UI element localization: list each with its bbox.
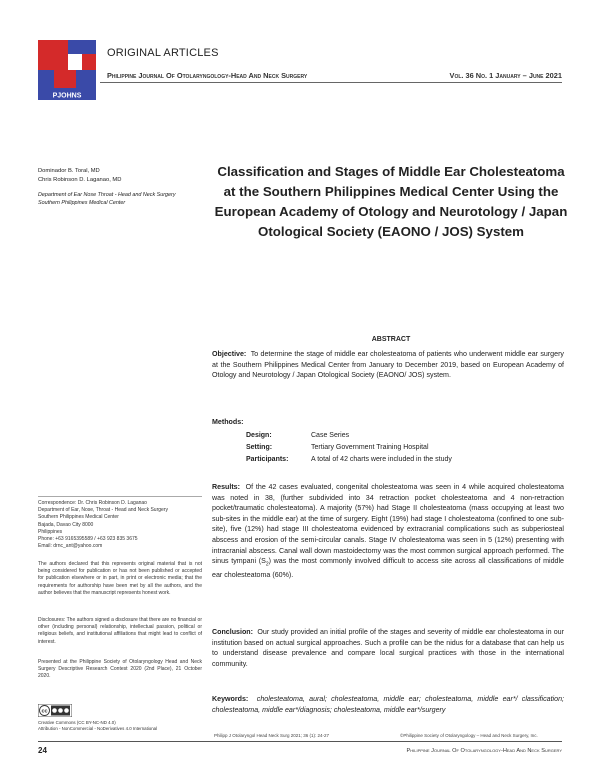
methods-key: Participants: — [246, 456, 289, 463]
results-paragraph — [212, 482, 564, 581]
creative-commons-badge — [38, 704, 72, 717]
keywords-paragraph — [212, 694, 564, 715]
license-line: Creative Commons (CC BY-NC-ND 4.0) — [38, 720, 116, 725]
keywords-label: Keywords: — [212, 695, 249, 703]
footer-journal-name: Philippine Journal Of Otolaryngology-Head And Neck Surgery — [406, 748, 562, 754]
author-list — [38, 167, 121, 184]
footer-copyright: ©Philippine Society of Otolaryngology – Head and Neck Surgery, Inc. — [400, 733, 538, 738]
results-subscript: 2 — [265, 561, 269, 568]
results-text: Of the 42 cases evaluated, congenital cholesteatoma was seen in 4 while acquired cholesteatoma was noted in 38, (further subdivided into 34 retraction pocket cholesteatoma and 4 non-retraction pocket/traumatic cholesteatoma). A majority (57%) had Stage II cholesteatoma (mass occupying at least two sub-sites in the middle ear) at the time of surgery. Eight (19%) had stage I cholesteatoma (confined to one sub-site), five (12%) had stage III cholesteatoma evidenced by extracranial complications such as subperiosteal abscess and erosion of the semi-circular canals. Stage IV cholesteatoma was seen in 5 (12%) presenting with intracranial abscess. Canal wall down mastoidectomy was the most common surgical approach performed. The sinus tympani (S — [212, 483, 564, 566]
journal-logo — [38, 40, 96, 100]
license-line: Attribution - NonCommercial - NoDerivatives 4.0 International — [38, 726, 158, 732]
objective-paragraph — [212, 349, 564, 381]
article-title: Classification and Stages of Middle Ear Cholesteatoma at the Southern Philippines Medical Center Using the European Academy of Otology and Neurotology / Japan Otological Society (EAONO / JOS) System — [214, 164, 568, 239]
keywords-text: cholesteatoma, aural; cholesteatoma, middle ear; cholesteatoma, middle ear*/ classification; cholesteatoma, middle ear*/diagnosis; cholesteatoma, middle ear*/surgery — [212, 695, 564, 714]
conclusion-label: Conclusion: — [212, 628, 253, 636]
methods-key: Design: — [246, 432, 272, 439]
results-text-end: ) was the most commonly involved difficult to access site across all classifications of middle ear cholesteatoma (60%). — [212, 557, 565, 580]
correspondence-line: Email: drnc_ant@yahoo.com — [38, 543, 103, 550]
page-number: 24 — [38, 746, 47, 755]
section-label: ORIGINAL ARTICLES — [107, 47, 219, 59]
header-divider — [100, 82, 562, 83]
conclusion-paragraph — [212, 627, 564, 669]
methods-value: Case Series — [311, 432, 350, 439]
correspondence-line: Correspondence: Dr. Chris Robinson D. Laganao — [38, 500, 147, 506]
correspondence-line: Philippines — [38, 528, 63, 535]
journal-name: Philippine Journal Of Otolaryngology-Head And Neck Surgery — [107, 71, 308, 80]
author-name: Dominador B. Toral, MD — [38, 168, 100, 174]
correspondence-line: Southern Philippines Medical Center — [38, 514, 119, 521]
methods-value: Tertiary Government Training Hospital — [311, 444, 429, 451]
correspondence-line: Bajada, Davao City 8000 — [38, 521, 94, 528]
affiliation-line: Southern Philippines Medical Center — [38, 200, 126, 206]
sidebar-divider — [38, 496, 202, 497]
correspondence-line: Department of Ear, Nose, Throat - Head and Neck Surgery — [38, 507, 168, 514]
methods-key: Setting: — [246, 444, 273, 451]
correspondence-block — [38, 500, 202, 550]
footer-divider — [38, 741, 562, 742]
conclusion-text: Our study provided an initial profile of the stages and severity of middle ear cholesteatoma in our institution based on actual surgical approaches. Such a profile can be the nidus for a database that can help us to understand disease prevalence and compare local surgical practices with those in the international community. — [212, 628, 564, 668]
methods-heading: Methods: — [212, 418, 244, 426]
disclosures-text: Disclosures: The authors signed a disclosure that there are no financial or other (including personal) relationship, intellectual passion, political or religious beliefs, and institutional affiliations that might lead to conflict of interest. — [38, 617, 202, 645]
objective-label: Objective: — [212, 350, 247, 358]
license-text — [38, 720, 157, 733]
results-label: Results: — [212, 483, 240, 491]
declaration-text: The authors declared that this represents original material that is not being considered for publication or has not been published or accepted for publication elsewhere or in part, in print or electronic media; that the requirements for authorship have been met by all the authors, and the author believes that the manuscript represents honest work. — [38, 561, 202, 596]
methods-value: A total of 42 charts were included in the study — [311, 456, 452, 463]
author-name: Chris Robinson D. Laganao, MD — [38, 176, 122, 183]
footer-citation: Philipp J Otolaryngol Head Neck Surg 2021; 36 (1): 24-27 — [214, 733, 330, 738]
journal-issue: Vol. 36 No. 1 January – June 2021 — [449, 71, 562, 80]
abstract-heading: ABSTRACT — [371, 336, 411, 343]
presented-text: Presented at the Philippine Society of Otolaryngology Head and Neck Surgery Descriptive Research Contest 2020 (2nd Place), 21 October 2020. — [38, 659, 202, 680]
correspondence-line: Phone: +63 9165395589 / +63 923 835 3675 — [38, 536, 138, 543]
affiliation-line: Department of Ear Nose Throat - Head and Neck Surgery — [38, 192, 176, 198]
author-affiliation — [38, 191, 176, 207]
cc-label: cc — [41, 708, 48, 715]
objective-text: To determine the stage of middle ear cholesteatoma of patients who underwent middle ear surgery at the Southern Philippines Medical Center from January to December 2019, based on European Academy of Otology and Neurotology / Japan Otological Society (EAONO/ JOS) system. — [212, 350, 564, 380]
logo-text: PJOHNS — [52, 92, 82, 100]
